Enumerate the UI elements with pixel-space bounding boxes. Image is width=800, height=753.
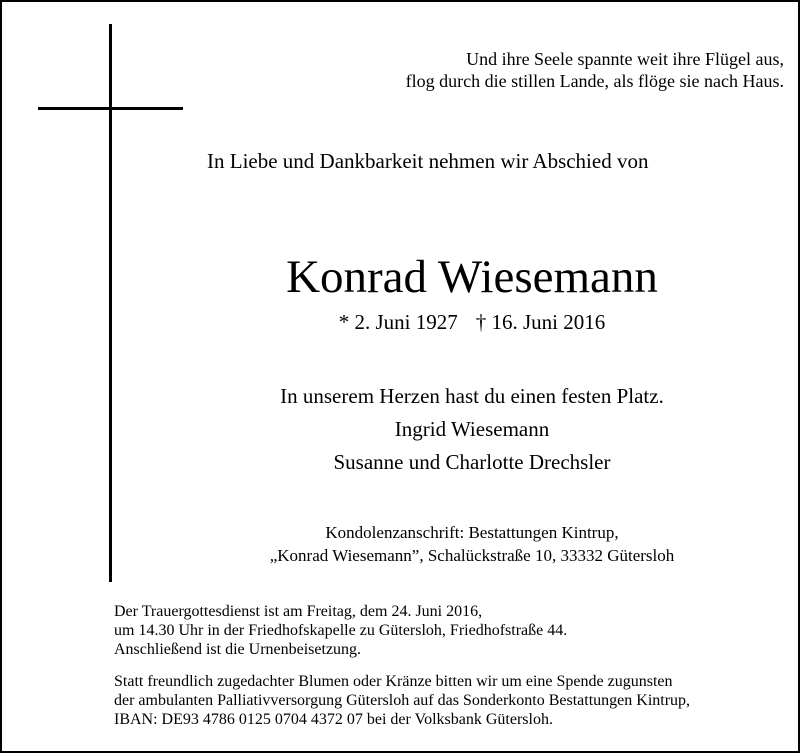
life-dates	[2, 309, 800, 335]
service-line: Anschließend ist die Urnenbeisetzung.	[114, 641, 362, 658]
memorial-line: In unserem Herzen hast du einen festen Platz.	[280, 384, 664, 408]
mourners-block	[2, 380, 800, 479]
donation-info	[114, 672, 690, 729]
condolence-address	[2, 521, 800, 567]
cross-icon-horizontal	[38, 107, 183, 110]
donation-line: IBAN: DE93 4786 0125 0704 4372 07 bei der Volksbank Gütersloh.	[114, 711, 553, 728]
service-info	[114, 602, 567, 659]
service-line: Der Trauergottesdienst ist am Freitag, dem 24. Juni 2016,	[114, 603, 483, 620]
farewell-intro: In Liebe und Dankbarkeit nehmen wir Abschied von	[207, 149, 649, 173]
poem-line: Und ihre Seele spannte weit ihre Flügel aus,	[466, 49, 784, 69]
poem-line: flog durch die stillen Lande, als flöge sie nach Haus.	[405, 71, 784, 91]
deceased-name: Konrad Wiesemann	[286, 251, 658, 303]
death-date: † 16. Juni 2016	[475, 310, 606, 334]
poem-verse	[406, 48, 784, 92]
condolence-line: Kondolenzanschrift: Bestattungen Kintrup,	[325, 523, 619, 542]
birth-date: * 2. Juni 1927	[338, 310, 458, 334]
mourner-name: Susanne und Charlotte Drechsler	[333, 450, 611, 474]
service-line: um 14.30 Uhr in der Friedhofskapelle zu Gütersloh, Friedhofstraße 44.	[114, 622, 568, 639]
donation-line: der ambulanten Palliativversorgung Gütersloh auf das Sonderkonto Bestattungen Kintrup,	[114, 692, 691, 709]
condolence-line: „Konrad Wiesemann”, Schalückstraße 10, 33332 Gütersloh	[269, 546, 675, 565]
mourner-name: Ingrid Wiesemann	[394, 417, 550, 441]
donation-line: Statt freundlich zugedachter Blumen oder Kränze bitten wir um eine Spende zugunsten	[114, 673, 673, 690]
